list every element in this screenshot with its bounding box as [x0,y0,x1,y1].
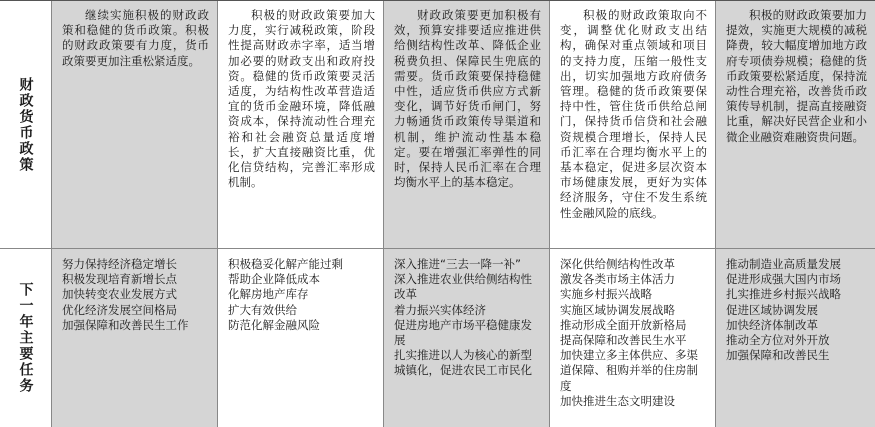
task-item: 加强保障和改善民生工作 [62,317,189,332]
task-list [550,249,715,413]
task-item: 推动形成全面开放新格局 [560,317,687,332]
task-cell-5 [716,249,875,427]
policy-cell-2 [218,1,384,249]
task-list [218,249,383,337]
row-header-next-year-tasks [0,249,52,427]
task-item: 激发各类市场主体活力 [560,272,675,287]
row-header-fiscal-monetary-policy [0,1,52,249]
task-item: 提高保障和改善民生水平 [560,333,687,348]
task-item: 扎实推进乡村振兴战略 [726,287,841,302]
task-item: 促进房地产市场平稳健康发展 [394,317,532,348]
policy-text: 积极的财政政策取向不变，调整优化财政支出结构，确保对重点领域和项目的支持力度，压缩一般性支出，切实加强地方政府债务管理。稳健的货币政策要保持中性，管住货币供给总闸门，保持货币信贷和社会融资规模合理增长，保持人民币汇率在合理均衡水平上的基本稳定，促进多层次资本市场健康发展，更好为实体经济服务，守住不发生系统性金融风险的底线。 [560,8,707,220]
task-list [384,249,549,383]
task-item: 扎实推进以人为核心的新型城镇化，促进农民工市民化 [394,348,532,378]
task-item: 加快经济体制改革 [726,317,818,332]
policy-text: 积极的财政政策要加力提效，实施更大规模的减税降费，较大幅度增加地方政府专项债券规模；稳健的货币政策要松紧适度，保持流动性合理充裕，改善货币政策传导机制，提高直接融资比重，解决好民营企业和小微企业融资难融资贵问题。 [726,8,867,144]
task-item: 推动制造业高质量发展 [726,257,841,271]
task-item: 防范化解金融风险 [228,317,320,332]
row-header-label: 下一年主要任务 [17,282,34,394]
policy-text: 财政政策要更加积极有效，预算安排要适应推进供给侧结构性改革、降低企业税费负担、保障民生兜底的需要。货币政策要保持稳健中性，适应货币供应方式新变化，调节好货币闸门，努力畅通货币政策传导渠道和机制，维护流动性基本稳定。要在增强汇率弹性的同时，保持人民币汇率在合理均衡水平上的基本稳定。 [394,8,541,190]
task-item: 努力保持经济稳定增长 [62,257,177,271]
policy-cell-5 [716,1,875,249]
task-item: 实施区域协调发展战略 [560,302,675,317]
policy-cell-1 [52,1,218,249]
task-item: 实施乡村振兴战略 [560,287,652,302]
task-cell-3 [384,249,550,427]
task-item: 积极发现培育新增长点 [62,272,177,287]
task-item: 深化供给侧结构性改革 [560,257,675,271]
task-cell-1 [52,249,218,427]
task-list [716,249,875,367]
task-list [52,249,217,337]
task-item: 促进形成强大国内市场 [726,272,841,287]
task-item: 深入推进“三去一降一补” [394,257,521,271]
task-item: 化解房地产库存 [228,287,309,302]
task-item: 深入推进农业供给侧结构性改革 [394,272,532,302]
task-item: 帮助企业降低成本 [228,272,320,287]
task-item: 推动全方位对外开放 [726,333,830,348]
task-item: 着力振兴实体经济 [394,302,486,317]
policy-cell-3 [384,1,550,249]
task-item: 积极稳妥化解产能过剩 [228,257,343,271]
policy-text: 继续实施积极的财政政策和稳健的货币政策。积极的财政政策要有力度，货币政策要更加注重松紧适度。 [62,8,209,68]
task-item: 促进区域协调发展 [726,302,818,317]
task-item: 扩大有效供给 [228,302,297,317]
policy-cell-4 [550,1,716,249]
task-item: 加快推进生态文明建设 [560,393,675,408]
task-item: 优化经济发展空间格局 [62,302,177,317]
task-item: 加快建立多主体供应、多渠道保障、租购并举的住房制度 [560,348,698,393]
task-item: 加强保障和改善民生 [726,348,830,363]
task-cell-2 [218,249,384,427]
task-item: 加快转变农业发展方式 [62,287,177,302]
row-header-label: 财政货币政策 [17,76,34,173]
task-cell-4 [550,249,716,427]
policy-text: 积极的财政政策要加大力度，实行减税政策，阶段性提高财政赤字率，适当增加必要的财政支出和政府投资。稳健的货币政策要灵活适度，为结构性改革营造适宜的货币金融环境，降低融资成本，保持流动性合理充裕和社会融资总量适度增长，扩大直接融资比重，优化信贷结构，完善汇率形成机制。 [228,8,375,190]
